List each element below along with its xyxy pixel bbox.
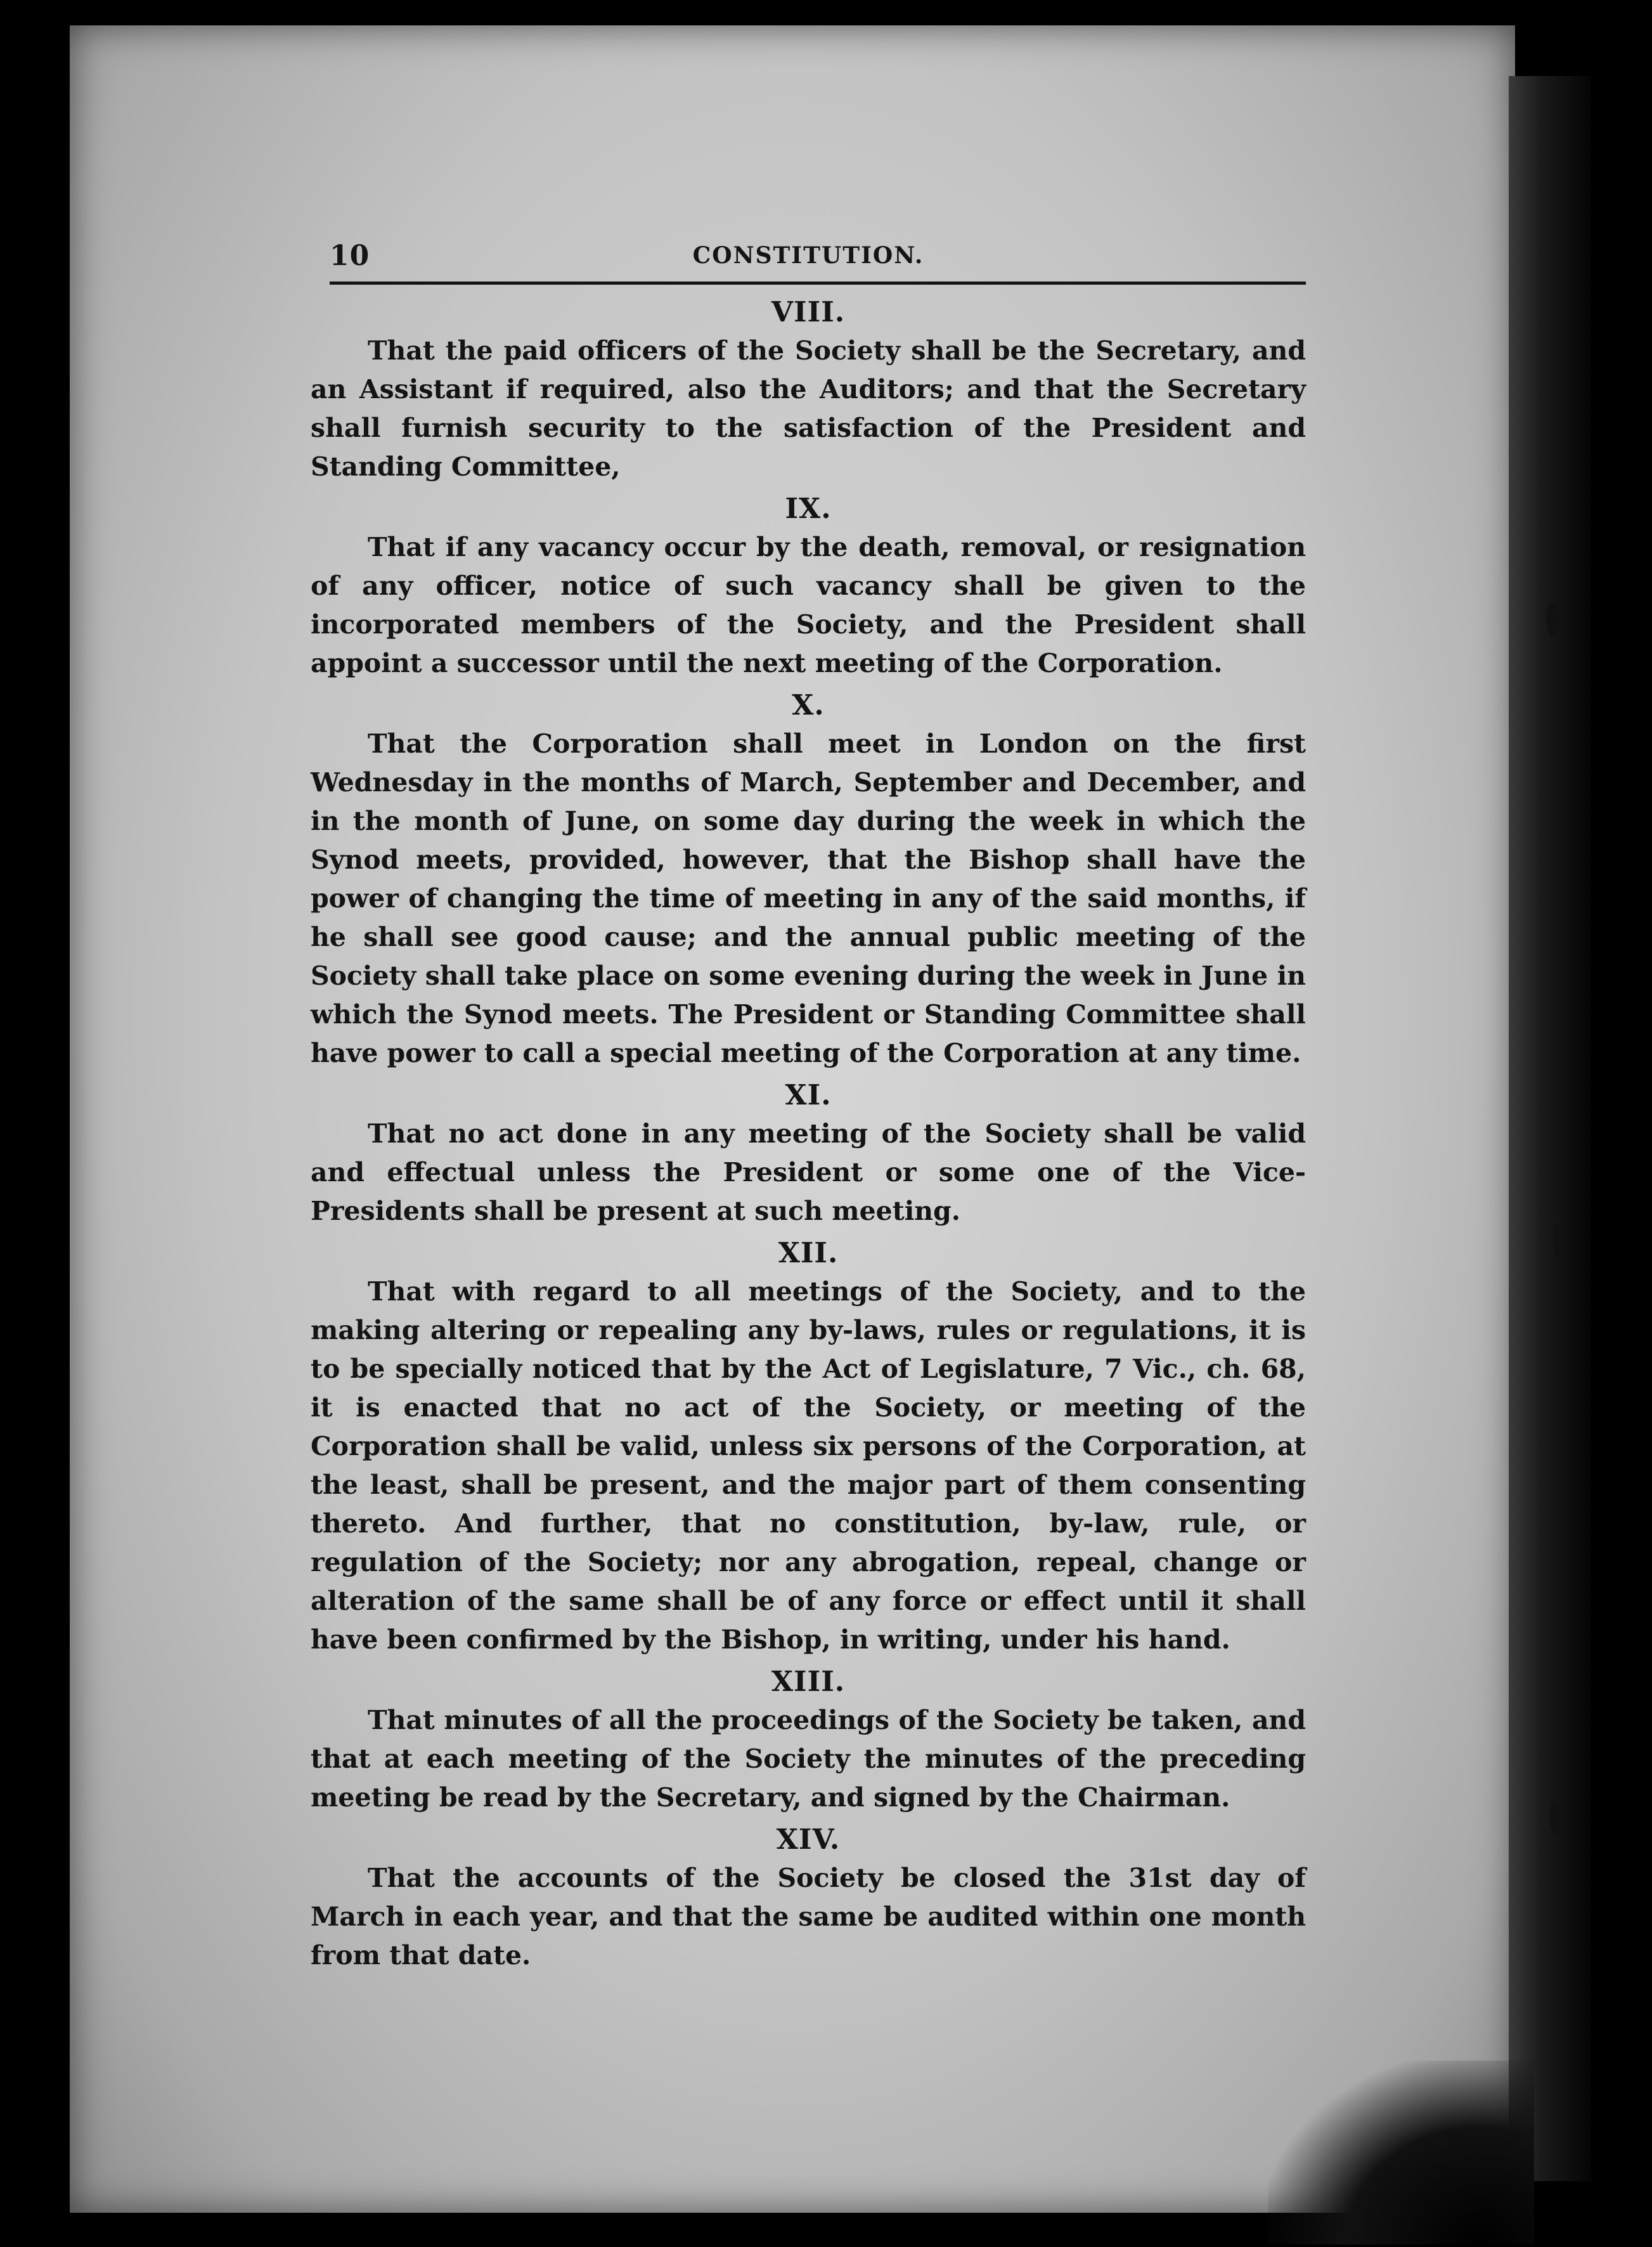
article-x bbox=[311, 687, 1306, 1073]
article-text: That the Corporation shall meet in London on the first Wednesday in the months of March, September and December, and in the month of June, on some day during the week in which the Synod meets, provided, however, that the Bishop shall have the power of changing the time of meeting in any of the said months, if he shall see good cause; and the annual public meeting of the Society shall take place on some evening during the week in June in which the Synod meets. The President or Standing Committee shall have power to call a special meeting of the Corporation at any time. bbox=[311, 728, 1306, 1068]
article-numeral: VIII. bbox=[771, 296, 846, 328]
article-xiii bbox=[311, 1663, 1306, 1817]
article-xi bbox=[311, 1077, 1306, 1231]
header-rule bbox=[330, 282, 1306, 285]
edge-mark bbox=[1553, 1224, 1566, 1258]
page-number: 10 bbox=[330, 240, 370, 272]
article-viii bbox=[311, 294, 1306, 486]
article-text: That the paid officers of the Society shall be the Secretary, and an Assistant if required, also the Auditors; and that the Secretary shall furnish security to the satisfaction of the President and Standing Committee, bbox=[311, 335, 1306, 482]
running-head-title: CONSTITUTION. bbox=[692, 242, 924, 269]
article-text: That the accounts of the Society be closed the 31st day of March in each year, and that the same be audited within one month from that date. bbox=[311, 1863, 1306, 1971]
article-numeral: X. bbox=[792, 689, 825, 722]
article-ix bbox=[311, 490, 1306, 683]
article-numeral: IX. bbox=[785, 493, 832, 525]
article-text: That minutes of all the proceedings of the Society be taken, and that at each meeting of the Society the minutes of the preceding meeting be read by the Secretary, and signed by the Chairman. bbox=[311, 1705, 1306, 1813]
article-numeral: XIV. bbox=[776, 1823, 841, 1856]
document-body bbox=[311, 228, 1306, 1975]
page-shadow bbox=[1268, 2061, 1534, 2244]
article-numeral: XIII. bbox=[771, 1666, 846, 1698]
next-page-edge bbox=[1509, 76, 1591, 2181]
edge-mark bbox=[1550, 1801, 1563, 1835]
article-text: That with regard to all meetings of the Society, and to the making altering or repealing any by-laws, rules or regulations, it is to be specially noticed that by the Act of Legislature, 7 Vic., ch. 68, it is enacted that no act of the Society, or meeting of the Corporation shall be valid, unless six persons of the Corporation, at the least, shall be present, and the major part of them consenting thereto. And further, that no constitution, by-law, rule, or regulation of the Society; nor any abrogation, repeal, change or alteration of the same shall be of any force or effect until it shall have been confirmed by the Bishop, in writing, under his hand. bbox=[311, 1276, 1306, 1655]
article-text: That if any vacancy occur by the death, removal, or resignation of any officer, notice of such vacancy shall be given to the incorporated members of the Society, and the President shall appoint a successor until the next meeting of the Corporation. bbox=[311, 532, 1306, 678]
article-text: That no act done in any meeting of the Society shall be valid and effectual unless the President or some one of the Vice-Presidents shall be present at such meeting. bbox=[311, 1118, 1306, 1226]
running-head bbox=[311, 228, 1306, 273]
article-xii bbox=[311, 1234, 1306, 1659]
article-numeral: XII. bbox=[778, 1237, 839, 1269]
edge-mark bbox=[1547, 602, 1559, 637]
article-xiv bbox=[311, 1821, 1306, 1975]
article-numeral: XI. bbox=[785, 1079, 832, 1111]
